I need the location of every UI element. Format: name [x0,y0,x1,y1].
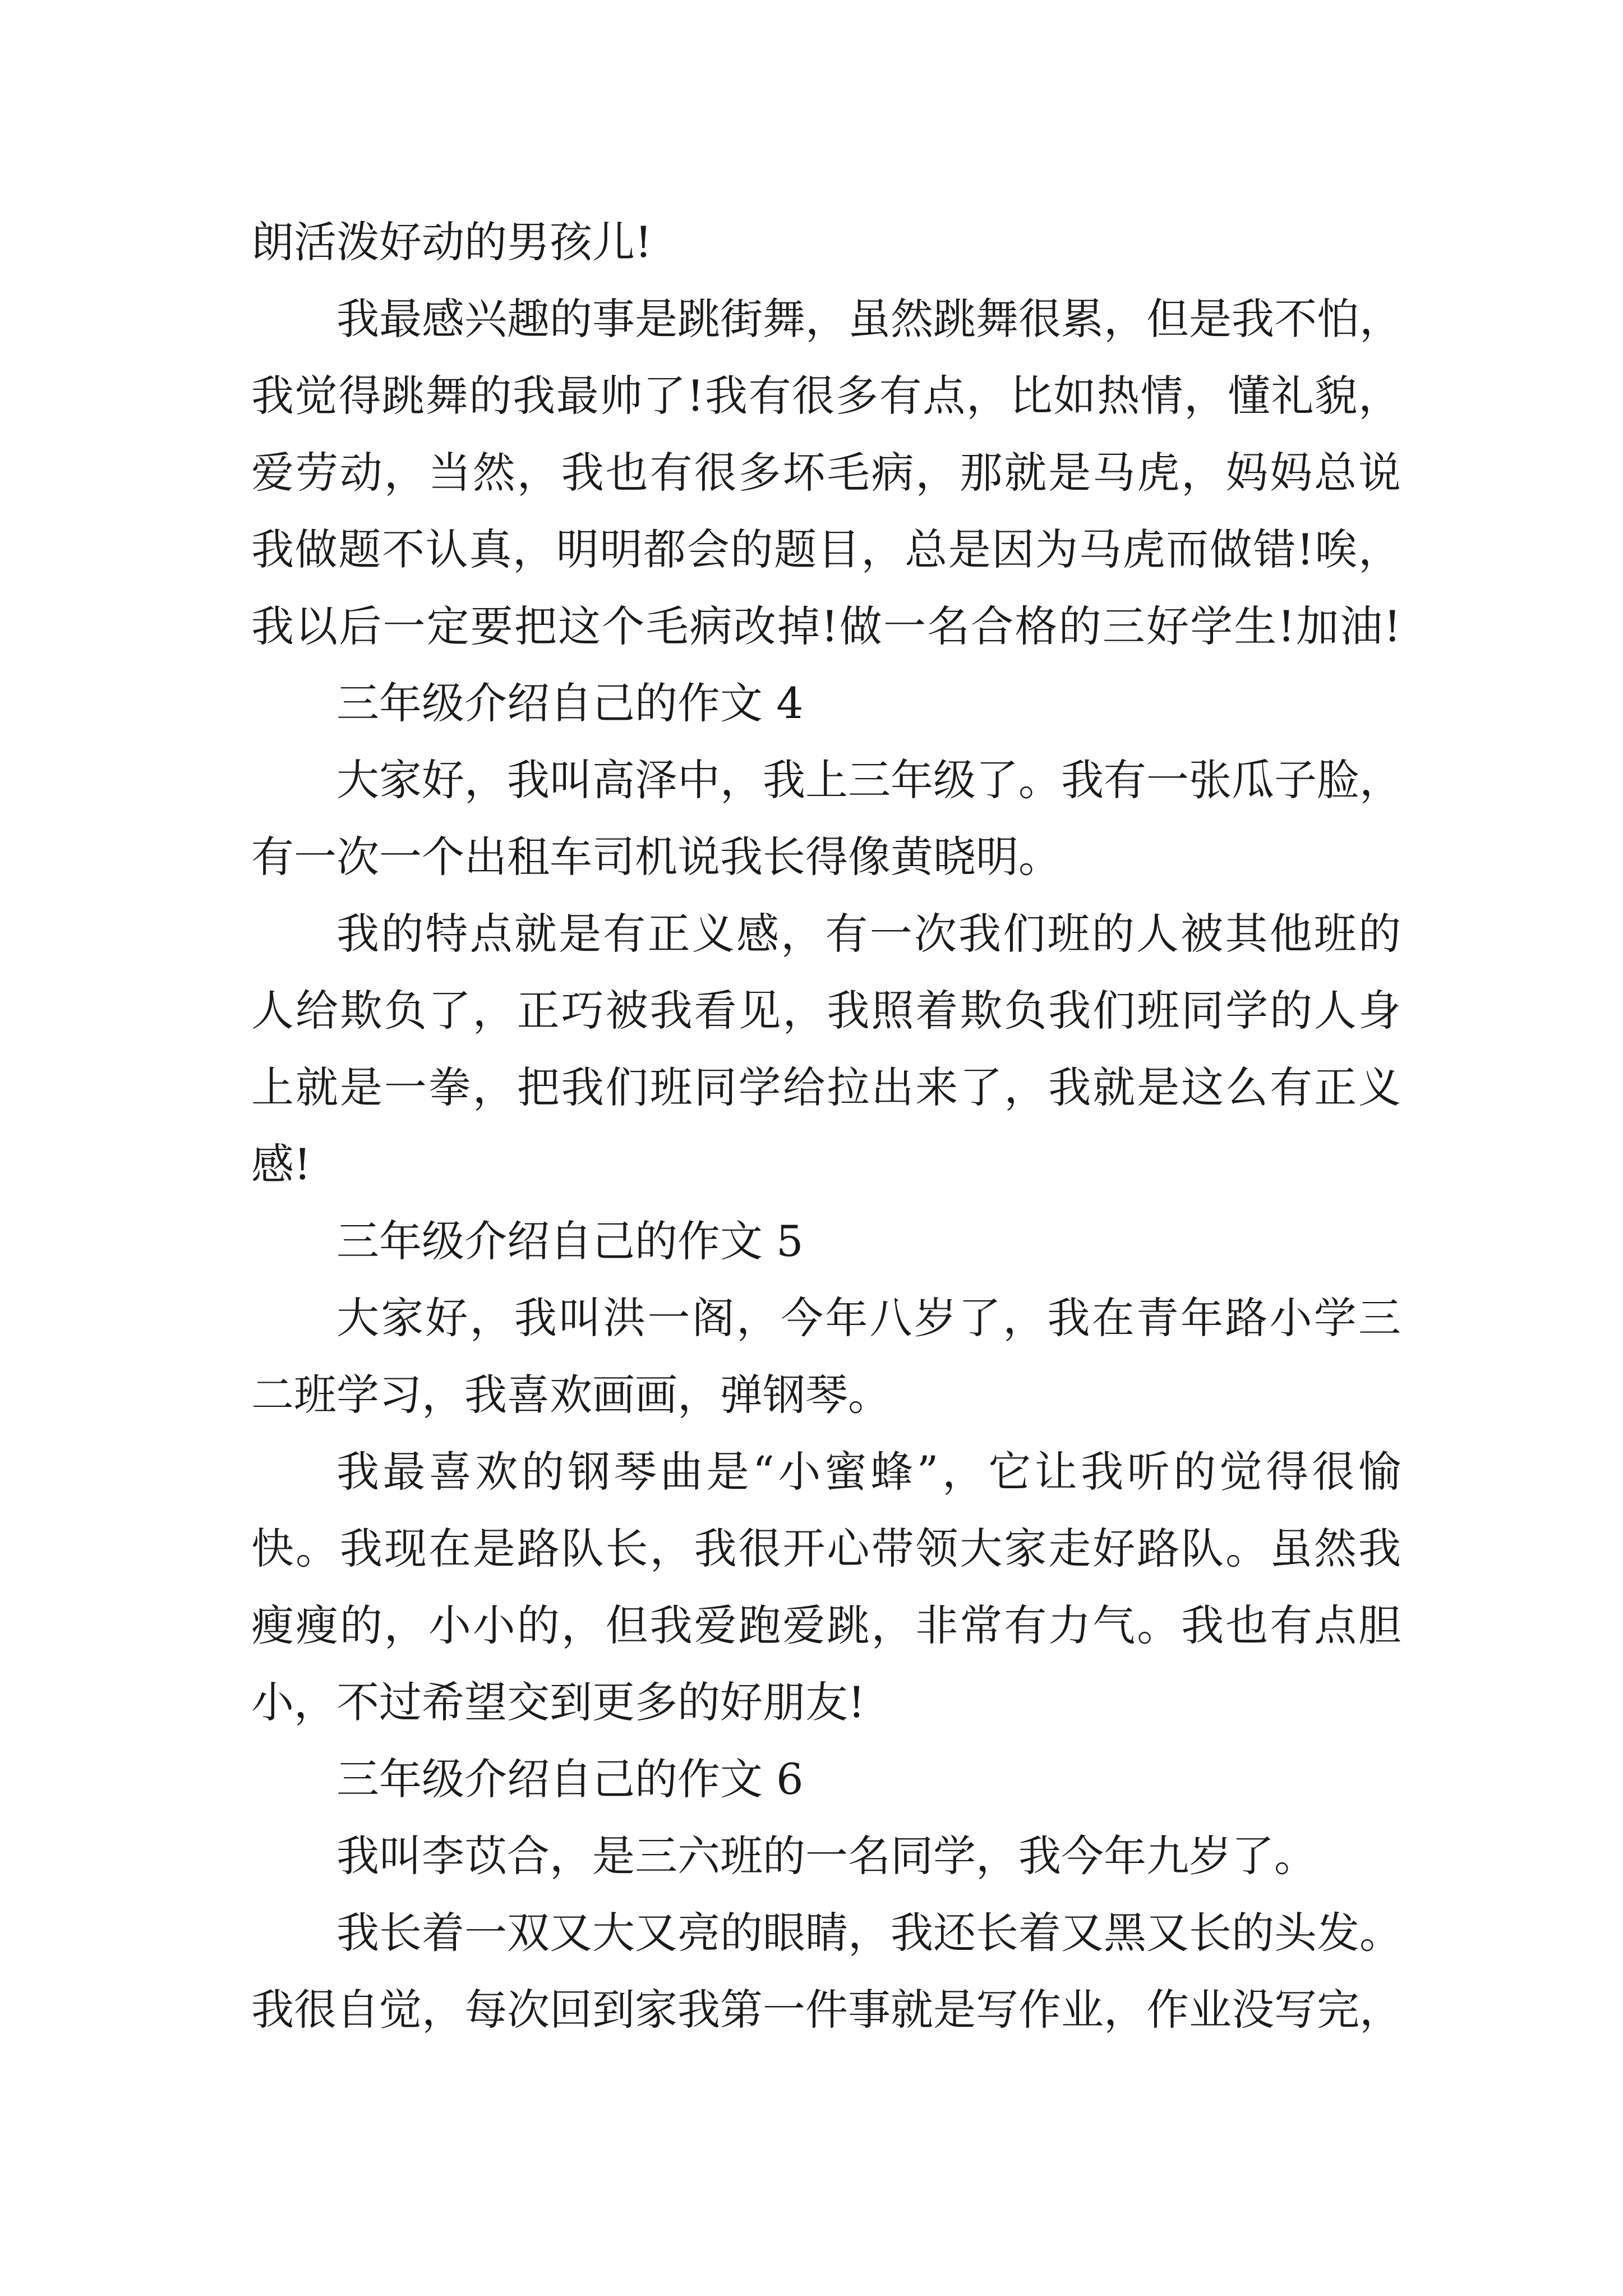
text-line: 朗活泼好动的男孩儿! [251,217,652,267]
text-line: 人给欺负了，正巧被我看见，我照着欺负我们班同学的人身 [251,986,1401,1036]
section-heading: 三年级介绍自己的作文 6 [336,1754,804,1804]
text-line: 二班学习，我喜欢画画，弹钢琴。 [251,1370,891,1420]
text-line: 我以后一定要把这个毛病改掉!做一名合格的三好学生!加油! [251,601,1401,651]
text-line: 大家好，我叫高泽中，我上三年级了。我有一张瓜子脸， [336,755,1402,805]
text-line: 我叫李苡合，是三六班的一名同学，我今年九岁了。 [336,1831,1317,1881]
text-line: 感! [251,1139,311,1189]
text-line: 我很自觉，每次回到家我第一件事就是写作业，作业没写完， [251,1985,1402,2035]
text-line: 大家好，我叫洪一阁，今年八岁了，我在青年路小学三 [336,1293,1401,1343]
text-line: 瘦瘦的，小小的，但我爱跑爱跳，非常有力气。我也有点胆 [251,1600,1401,1650]
text-line: 小，不过希望交到更多的好朋友! [251,1677,865,1727]
text-line: 我最喜欢的钢琴曲是“小蜜蜂”，它让我听的觉得很愉 [336,1447,1401,1497]
text-line: 上就是一拳，把我们班同学给拉出来了，我就是这么有正义 [251,1062,1401,1112]
text-line: 我做题不认真，明明都会的题目，总是因为马虎而做错!唉， [251,524,1401,574]
text-line: 爱劳动，当然，我也有很多坏毛病，那就是马虎，妈妈总说 [251,448,1401,498]
text-line: 快。我现在是路队长，我很开心带领大家走好路队。虽然我 [251,1524,1401,1573]
text-line: 有一次一个出租车司机说我长得像黄晓明。 [251,832,1061,882]
section-heading: 三年级介绍自己的作文 5 [336,1216,804,1266]
text-line: 我最感兴趣的事是跳街舞，虽然跳舞很累，但是我不怕， [336,294,1402,344]
text-line: 我的特点就是有正义感，有一次我们班的人被其他班的 [336,909,1401,959]
text-line: 我长着一双又大又亮的眼睛，我还长着又黑又长的头发。 [336,1908,1402,1958]
text-line: 我觉得跳舞的我最帅了!我有很多有点，比如热情，懂礼貌， [251,371,1401,421]
section-heading: 三年级介绍自己的作文 4 [336,678,804,728]
